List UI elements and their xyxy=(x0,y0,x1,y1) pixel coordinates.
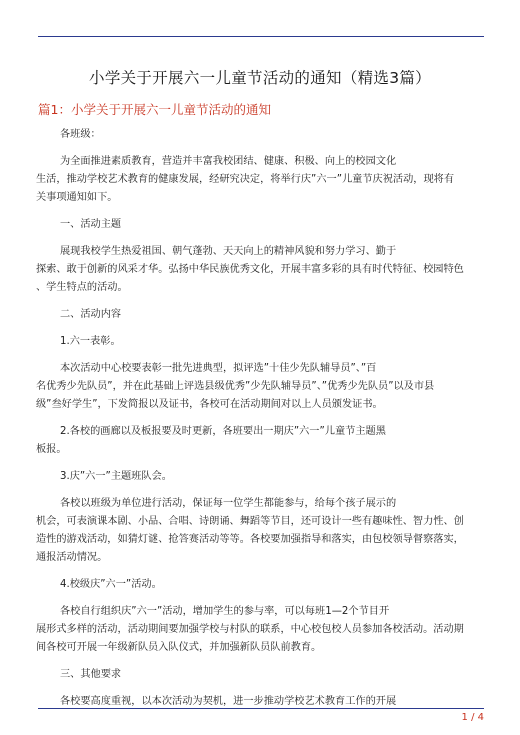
text-line: 级”叁好学生”，下发简报以及证书，各校可在活动期间对以上人员颁发证书。 xyxy=(36,399,383,410)
text-line: 2.各校的画廊以及板报要及时更新，各班要出一期庆”六一”儿童节主题黑 xyxy=(60,426,386,437)
footer-rule xyxy=(38,708,484,709)
paragraph xyxy=(36,216,486,234)
text-line: 三、其他要求 xyxy=(60,669,122,680)
text-line: 1.六一表彰。 xyxy=(60,336,121,347)
paragraph xyxy=(36,495,486,567)
paragraph xyxy=(36,603,486,657)
text-line: 各校自行组织庆”六一”活动，增加学生的参与率，可以每班1—2个节目开 xyxy=(60,606,390,617)
paragraph xyxy=(36,576,486,594)
text-line: 4.校级庆”六一”活动。 xyxy=(60,579,162,590)
paragraph xyxy=(36,333,486,351)
text-line: 探索、敢于创新的风采才华。弘扬中华民族优秀文化，开展丰富多彩的具有时代特征、校园特色 xyxy=(36,264,464,275)
text-line: 、学生特点的活动。 xyxy=(36,282,128,293)
text-line: 通报活动情况。 xyxy=(36,552,108,563)
text-line: 名优秀少先队员”，并在此基础上评选县级优秀”少先队辅导员”、”优秀少先队员”以及市县 xyxy=(36,381,435,392)
text-line: 各班级： xyxy=(60,129,101,140)
paragraph xyxy=(36,126,486,144)
text-line: 本次活动中心校要表彰一批先进典型，拟评选”十佳少先队辅导员”、”百 xyxy=(60,363,377,374)
text-line: 生活，推动学校艺术教育的健康发展，经研究决定，将举行庆”六一”儿童节庆祝活动，现将有 xyxy=(36,174,455,185)
text-line: 展现我校学生热爱祖国、朝气蓬勃、天天向上的精神风貌和努力学习、勤于 xyxy=(60,246,397,257)
header-rule xyxy=(38,36,484,37)
document-title: 小学关于开展六一儿童节活动的通知（精选3篇） xyxy=(89,69,431,87)
text-line: 关事项通知如下。 xyxy=(36,192,118,203)
paragraph xyxy=(36,423,486,459)
paragraph xyxy=(36,243,486,297)
text-line: 为全面推进素质教育，营造并丰富我校团结、健康、积极、向上的校园文化 xyxy=(60,156,397,167)
text-line: 各校要高度重视，以本次活动为契机，进一步推动学校艺术教育工作的开展 xyxy=(60,696,397,707)
text-line: 机会，可表演课本剧、小品、合唱、诗朗诵、舞蹈等节目，还可设计一些有趣味性、智力性、创 xyxy=(36,516,464,527)
text-line: 板报。 xyxy=(36,444,67,455)
text-line: 二、活动内容 xyxy=(60,309,122,320)
document-body xyxy=(36,126,486,711)
paragraph xyxy=(36,306,486,324)
text-line: 展形式多样的活动，活动期间要加强学校与村队的联系，中心校包校人员参加各校活动。活动期 xyxy=(36,624,464,635)
text-line: 造性的游戏活动，如猜灯谜、抢答赛活动等等。各校要加强指导和落实，由包校领导督察落实， xyxy=(36,534,464,545)
text-line: 3.庆”六一”主题班队会。 xyxy=(60,471,172,482)
paragraph xyxy=(36,468,486,486)
paragraph xyxy=(36,360,486,414)
paragraph xyxy=(36,153,486,207)
text-line: 各校以班级为单位进行活动，保证每一位学生都能参与，给每个孩子展示的 xyxy=(60,498,397,509)
paragraph xyxy=(36,666,486,684)
page-indicator: 1 / 4 xyxy=(461,712,484,723)
text-line: 一、活动主题 xyxy=(60,219,122,230)
text-line: 间各校可开展一年级新队员入队仪式，并加强新队员队前教育。 xyxy=(36,642,322,653)
section-heading: 篇1：小学关于开展六一儿童节活动的通知 xyxy=(38,102,271,117)
